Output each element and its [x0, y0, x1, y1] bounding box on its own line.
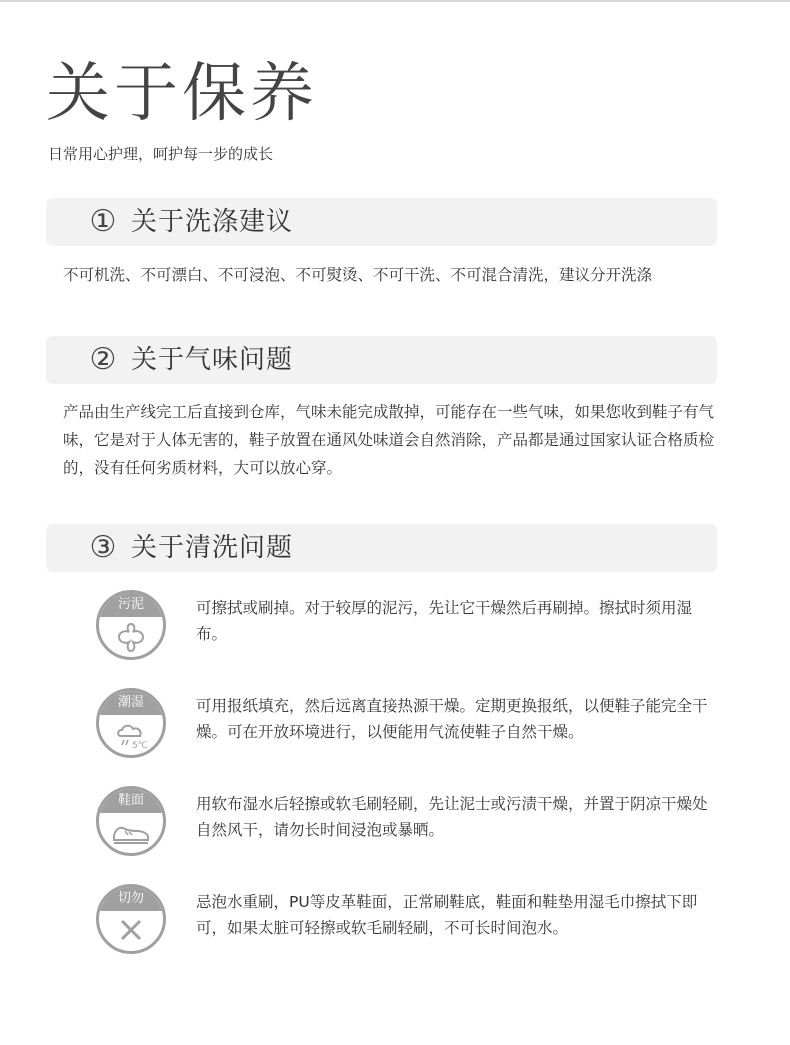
cleaning-item-mud: [96, 590, 726, 662]
cleaning-item-never: [96, 884, 726, 956]
badge-label: 潮湿: [99, 691, 163, 715]
cleaning-item-humidity: [96, 688, 726, 760]
mud-badge: [96, 590, 166, 660]
section-title: 关于洗涤建议: [131, 207, 294, 237]
section-number: ②: [89, 342, 117, 377]
humidity-icon-text: 5℃: [132, 741, 148, 751]
never-text: 忌泡水重刷，PU等皮革鞋面，正常刷鞋底，鞋面和鞋垫用湿毛巾擦拭下即可，如果太脏可轻擦或软毛刷轻刷，不可长时间泡水。: [196, 893, 698, 937]
page-subtitle: 日常用心护理，呵护每一步的成长: [48, 145, 274, 163]
never-badge: [96, 884, 166, 954]
section-number: ①: [89, 204, 117, 239]
badge-label: 污泥: [99, 593, 163, 617]
stain-icon: [111, 620, 151, 654]
badge-label: 切勿: [99, 887, 163, 911]
washing-advice-text: 不可机洗、不可漂白、不可浸泡、不可熨烫、不可干洗、不可混合清洗，建议分开洗涤: [63, 266, 653, 284]
humidity-badge: [96, 688, 166, 758]
section-header-odor: [46, 336, 717, 384]
section-header-washing: [46, 198, 717, 246]
mud-text: 可擦拭或刷掉。对于较厚的泥污，先让它干燥然后再刷掉。擦拭时须用湿布。: [196, 599, 693, 643]
badge-label: 鞋面: [99, 789, 163, 813]
cross-icon: [111, 914, 151, 948]
humidity-icon: [111, 718, 151, 752]
shoe-icon: [111, 816, 151, 850]
section-title: 关于清洗问题: [131, 533, 294, 563]
cleaning-item-upper: [96, 786, 726, 858]
odor-text: 产品由生产线完工后直接到仓库，气味未能完成散掉，可能存在一些气味，如果您收到鞋子有气味，它是对于人体无害的，鞋子放置在通风处味道会自然消除，产品都是通过国家认证合格质检的，没有任何劣质材料，大可以放心穿。: [63, 403, 715, 477]
section-header-cleaning: [46, 524, 717, 572]
section-title: 关于气味问题: [131, 345, 294, 375]
humidity-text: 可用报纸填充，然后远离直接热源干燥。定期更换报纸，以便鞋子能完全干燥。可在开放环境进行，以便能用气流使鞋子自然干燥。: [196, 697, 708, 741]
upper-text: 用软布湿水后轻擦或软毛刷轻刷，先让泥士或污渍干燥，并置于阴凉干燥处自然风干，请勿长时间浸泡或暴晒。: [196, 795, 708, 839]
upper-badge: [96, 786, 166, 856]
top-divider: [0, 0, 790, 2]
page-title: 关于保养: [46, 57, 318, 131]
section-number: ③: [89, 530, 117, 565]
